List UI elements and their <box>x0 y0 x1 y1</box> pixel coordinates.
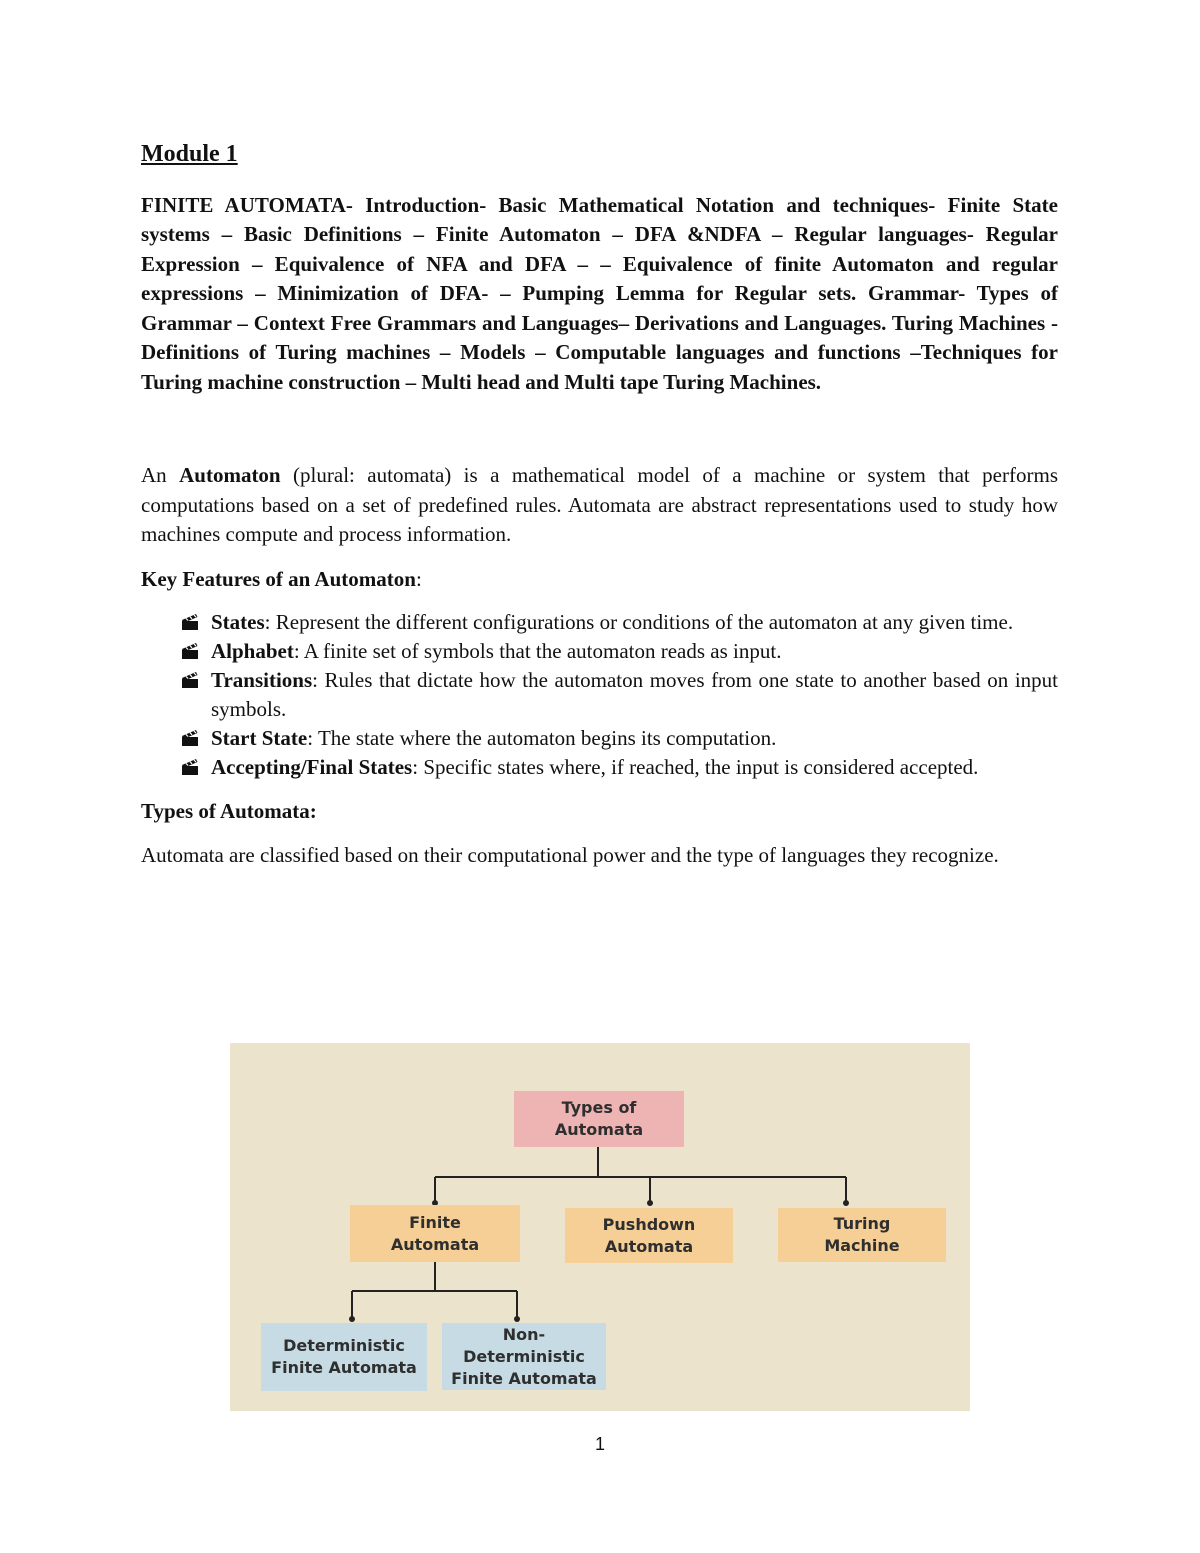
intro-text: (plural: automata) is a mathematical model of a machine or system that performs computations based on a set of predefined rules. Automata are abstract representations used to study how machines compute and process information. <box>141 463 1058 547</box>
connector-dot <box>647 1200 653 1206</box>
clapperboard-icon <box>181 642 199 660</box>
feature-term: Alphabet <box>211 639 294 664</box>
connector-dot <box>349 1316 355 1322</box>
clapperboard-icon <box>181 729 199 747</box>
feature-text: : The state where the automaton begins its computation. <box>307 726 777 751</box>
connector-dot <box>514 1316 520 1322</box>
list-item <box>141 637 1058 666</box>
deterministic-finite-automata-box: Deterministic Finite Automata <box>261 1323 427 1391</box>
clapperboard-icon <box>181 613 199 631</box>
clapperboard-icon <box>181 671 199 689</box>
key-features-heading-text: Key Features of an Automaton <box>141 566 416 591</box>
types-heading: Types of Automata: <box>141 799 317 824</box>
key-features-colon: : <box>415 566 422 591</box>
connector-dot <box>843 1200 849 1206</box>
page-number: 1 <box>594 1434 605 1454</box>
feature-term: Transitions <box>211 668 313 693</box>
intro-term: Automaton <box>179 463 281 488</box>
intro-prefix: An <box>141 463 180 488</box>
feature-term: Accepting/Final States <box>211 755 413 780</box>
feature-term: Start State <box>211 726 308 751</box>
types-paragraph: Automata are classified based on their computational power and the type of languages they recognize. <box>141 842 999 867</box>
feature-text: : Specific states where, if reached, the input is considered accepted. <box>412 755 979 780</box>
page-content <box>141 140 1058 870</box>
feature-text: : Rules that dictate how the automaton moves from one state to another based on input symbols. <box>211 668 1058 722</box>
intro-paragraph <box>141 461 1058 550</box>
module-title: Module 1 <box>141 141 238 167</box>
feature-list <box>141 608 1058 782</box>
clapperboard-icon <box>181 758 199 776</box>
feature-text: : A finite set of symbols that the automaton reads as input. <box>293 639 782 664</box>
syllabus-paragraph: FINITE AUTOMATA- Introduction- Basic Mathematical Notation and techniques- Finite State systems – Basic Definitions – Finite Automaton – DFA &NDFA – Regular languages- Regular Expression – Equivalence of NFA and DFA – – Equivalence of finite Automaton and regular expressions – Minimization of DFA- – Pumping Lemma for Regular sets. Grammar- Types of Grammar – Context Free Grammars and Languages– Derivations and Languages. Turing Machines - Definitions of Turing machines – Models – Computable languages and functions –Techniques for Turing machine construction – Multi head and Multi tape Turing Machines. <box>141 192 1058 394</box>
list-item <box>141 666 1058 724</box>
turing-machine-box: Turing Machine <box>778 1208 946 1262</box>
feature-term: States <box>211 610 265 635</box>
non-deterministic-finite-automata-box: Non-Deterministic Finite Automata <box>442 1323 606 1390</box>
types-of-automata-box: Types of Automata <box>514 1091 684 1147</box>
key-features-heading <box>141 565 1058 595</box>
list-item <box>141 724 1058 753</box>
list-item <box>141 753 1058 782</box>
automata-types-diagram <box>230 1043 970 1411</box>
feature-text: : Represent the different configurations or conditions of the automaton at any given time. <box>264 610 1014 635</box>
finite-automata-box: Finite Automata <box>350 1205 520 1262</box>
list-item <box>141 608 1058 637</box>
pushdown-automata-box: Pushdown Automata <box>565 1208 733 1263</box>
